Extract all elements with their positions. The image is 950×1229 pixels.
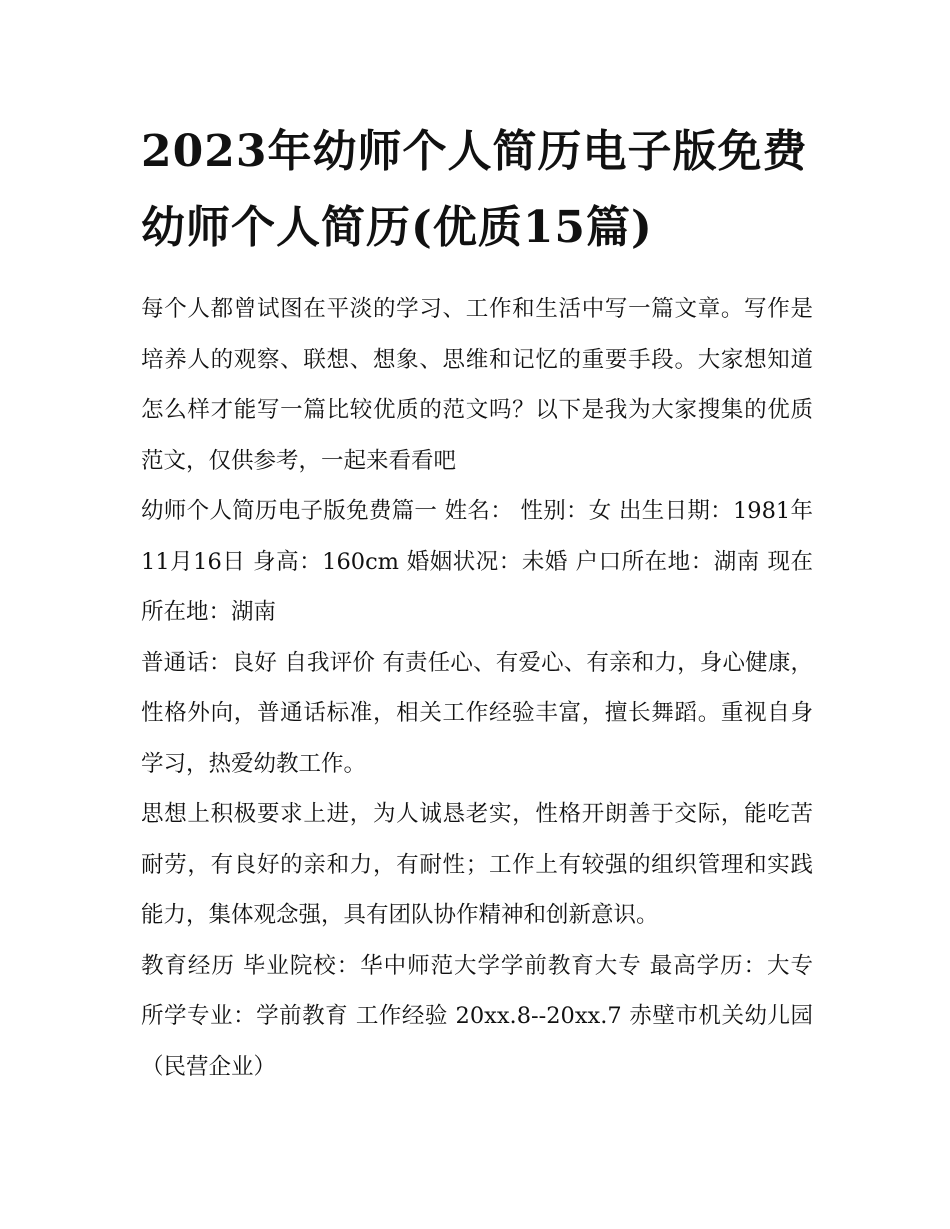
document-page bbox=[141, 114, 813, 1092]
paragraph-education: 教育经历 毕业院校：华中师范大学学前教育大专 最高学历：大专 所学专业：学前教育 工作经验 20xx.8--20xx.7 赤壁市机关幼儿园（民营企业） bbox=[141, 952, 813, 1080]
paragraph-self-evaluation: 普通话：良好 自我评价 有责任心、有爱心、有亲和力，身心健康，性格外向，普通话标准，相关工作经验丰富，擅长舞蹈。重视自身学习，热爱幼教工作。 bbox=[141, 649, 813, 777]
paragraph-personal-info: 幼师个人简历电子版免费篇一 姓名： 性别：女 出生日期：1981年11月16日 身高：160cm 婚姻状况：未婚 户口所在地：湖南 现在所在地：湖南 bbox=[141, 498, 813, 625]
paragraph-intro: 每个人都曾试图在平淡的学习、工作和生活中写一篇文章。写作是培养人的观察、联想、想象、思维和记忆的重要手段。大家想知道怎么样才能写一篇比较优质的范文吗？以下是我为大家搜集的优质范文，仅供参考，一起来看看吧 bbox=[141, 296, 813, 474]
paragraph-character: 思想上积极要求上进，为人诚恳老实，性格开朗善于交际，能吃苦耐劳，有良好的亲和力，有耐性；工作上有较强的组织管理和实践能力，集体观念强，具有团队协作精神和创新意识。 bbox=[141, 801, 813, 928]
document-title: 2023年幼师个人简历电子版免费 幼师个人简历(优质15篇) bbox=[141, 126, 808, 253]
